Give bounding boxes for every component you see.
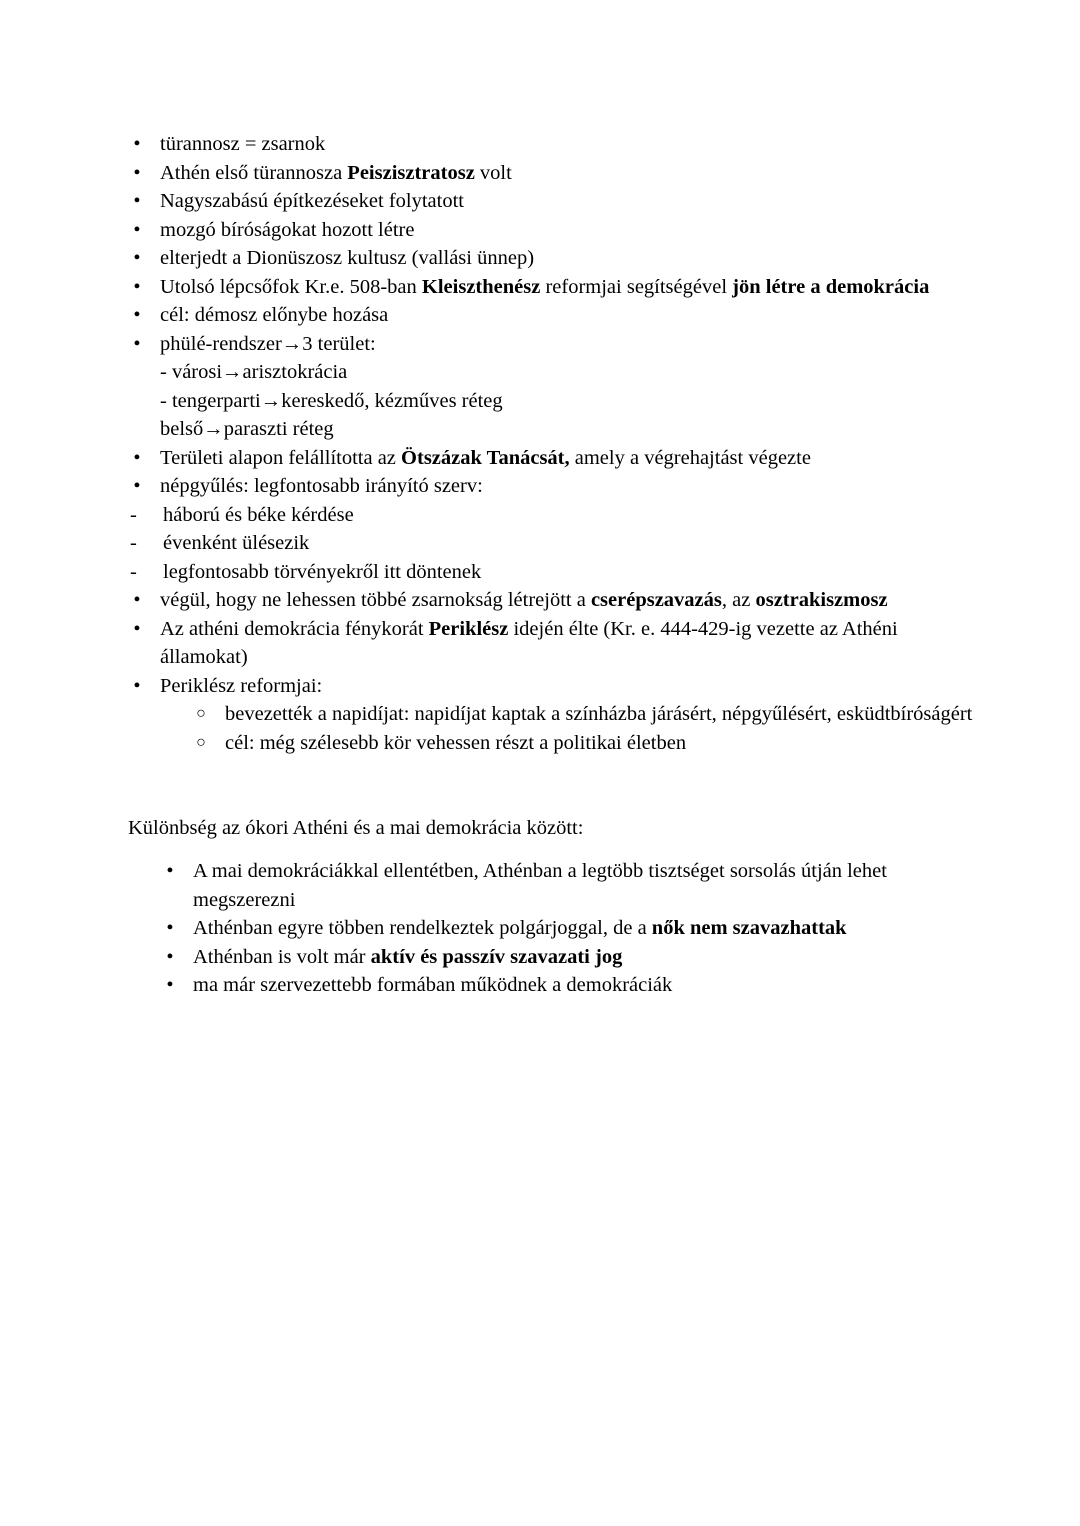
text-run: mozgó bíróságokat hozott létre <box>160 218 415 241</box>
bullet-disc-icon: • <box>166 974 174 996</box>
dash-bullet-icon: - <box>130 560 137 583</box>
text-run: türannosz = zsarnok <box>160 133 326 155</box>
circle-item-text: cél: még szélesebb kör vehessen részt a politikai életben <box>225 731 687 754</box>
bullet-disc-icon: • <box>133 275 141 298</box>
list-item <box>166 857 983 914</box>
circle-list-item <box>196 700 990 729</box>
text-run: phülé-rendszer→3 terület: <box>160 332 376 355</box>
list-item-text <box>160 304 388 326</box>
sub-line: - városi→arisztokrácia <box>160 361 348 383</box>
list-item <box>130 472 990 586</box>
list-item-text <box>160 219 414 241</box>
bold-text: Ötszázak Tanácsát, <box>401 446 570 469</box>
list-item <box>133 273 990 302</box>
text-run: A mai demokráciákkal ellentétben, Athénban a legtöbb tisztséget sorsolás útján lehet megszerezni <box>193 860 887 911</box>
dash-list-item <box>130 529 990 558</box>
text-run: ma már szervezettebb formában működnek a demokráciák <box>193 974 673 996</box>
list-item <box>133 159 990 188</box>
bullet-disc-icon: • <box>133 446 141 469</box>
list-item-text <box>160 276 929 298</box>
bold-text: Peiszisztratosz <box>347 161 475 184</box>
list-item-text <box>160 618 898 669</box>
list-item-text <box>160 247 534 269</box>
bullet-disc-icon: • <box>133 589 141 611</box>
bullet-disc-icon: • <box>133 304 141 326</box>
list-item-text <box>193 917 847 939</box>
dash-item-text: legfontosabb törvényekről itt döntenek <box>163 560 482 583</box>
bullet-disc-icon: • <box>133 190 141 212</box>
bullet-disc-icon: • <box>133 161 141 184</box>
section-heading: Különbség az ókori Athéni és a mai demokrácia között: <box>128 817 584 839</box>
bullet-disc-icon: • <box>166 917 174 939</box>
text-run: idején élte (Kr. e. 444-429-ig vezette az Athéni államokat) <box>160 617 898 668</box>
text-run: Utolsó lépcsőfok Kr.e. 508-ban <box>160 275 422 298</box>
bullet-disc-icon: • <box>166 860 174 882</box>
text-run: cél: démosz előnybe hozása <box>160 304 389 326</box>
text-run: Az athéni demokrácia fénykorát <box>160 617 429 640</box>
bullet-disc-icon: • <box>133 247 141 269</box>
difference-bullet-list <box>166 857 983 1000</box>
text-run: népgyűlés: legfontosabb irányító szerv: <box>160 475 483 497</box>
dash-list-item <box>130 558 990 587</box>
list-item-text <box>160 589 888 611</box>
text-run: elterjedt a Dionüszosz kultusz (vallási ünnep) <box>160 247 535 269</box>
bold-text: osztrakiszmosz <box>755 589 888 611</box>
bullet-disc-icon: • <box>133 218 141 241</box>
dash-bullet-icon: - <box>130 503 137 526</box>
list-item <box>166 943 983 972</box>
circle-list-item <box>196 729 990 758</box>
bullet-disc-icon: • <box>133 617 141 640</box>
sub-line: belső→paraszti réteg <box>160 418 334 440</box>
bold-text: Kleiszthenész <box>421 275 541 298</box>
bold-text: cserépszavazás <box>590 589 722 611</box>
list-item <box>133 615 990 672</box>
bold-text: Periklész <box>428 617 509 640</box>
list-item <box>166 914 983 943</box>
main-bullet-list <box>130 130 990 757</box>
list-item-text <box>160 447 811 469</box>
bullet-disc-icon: • <box>133 475 141 497</box>
list-item <box>133 444 990 473</box>
list-item <box>133 301 990 330</box>
bullet-disc-icon: • <box>133 674 141 697</box>
bold-text: nők nem szavazhattak <box>651 917 847 939</box>
list-item-text <box>160 333 376 355</box>
text-run: reformjai segítségével <box>540 275 733 298</box>
list-item <box>133 216 990 245</box>
text-run: , az <box>721 589 756 611</box>
list-item <box>133 244 990 273</box>
list-item <box>133 187 990 216</box>
circle-bullet-icon: ○ <box>196 705 206 722</box>
list-item-text <box>160 162 512 184</box>
list-item-text <box>160 475 483 497</box>
list-item-text <box>160 190 464 212</box>
dash-item-text: háború és béke kérdése <box>163 503 354 526</box>
bullet-disc-icon: • <box>133 133 141 155</box>
dash-bullet-icon: - <box>130 532 137 554</box>
text-run: Periklész reformjai: <box>160 674 323 697</box>
list-item-text <box>160 675 322 697</box>
circle-item-text: bevezették a napidíjat: napidíjat kaptak a színházba járásért, népgyűlésért, esküdtbíróságért <box>225 703 973 725</box>
list-item-text <box>193 860 887 911</box>
text-run: volt <box>474 161 512 184</box>
list-item <box>133 672 990 758</box>
text-run: Nagyszabású építkezéseket folytatott <box>160 190 464 212</box>
dash-item-text: évenként ülésezik <box>163 532 310 554</box>
list-item <box>133 586 990 615</box>
circle-list <box>196 700 990 757</box>
bullet-disc-icon: • <box>166 945 174 968</box>
sub-line: - tengerparti→kereskedő, kézműves réteg <box>160 389 503 412</box>
list-item-text <box>193 946 622 968</box>
text-run: Területi alapon felállította az <box>160 446 402 469</box>
list-item <box>133 330 990 444</box>
dash-list <box>130 501 990 587</box>
list-item-text <box>160 133 325 155</box>
list-item <box>133 130 990 159</box>
bold-text: jön létre a demokrácia <box>732 275 930 298</box>
text-run: Athén első türannosza <box>160 161 348 184</box>
list-item-text <box>193 974 672 996</box>
text-run: végül, hogy ne lehessen többé zsarnokság létrejött a <box>160 589 591 611</box>
circle-bullet-icon: ○ <box>196 733 206 751</box>
text-run: Athénban egyre többen rendelkeztek polgárjoggal, de a <box>193 917 652 939</box>
list-item <box>166 971 983 1000</box>
text-run: Athénban is volt már <box>193 945 371 968</box>
dash-list-item <box>130 501 990 530</box>
text-run: amely a végrehajtást végezte <box>569 446 811 469</box>
bold-text: aktív és passzív szavazati jog <box>370 945 623 968</box>
bullet-disc-icon: • <box>133 332 141 355</box>
